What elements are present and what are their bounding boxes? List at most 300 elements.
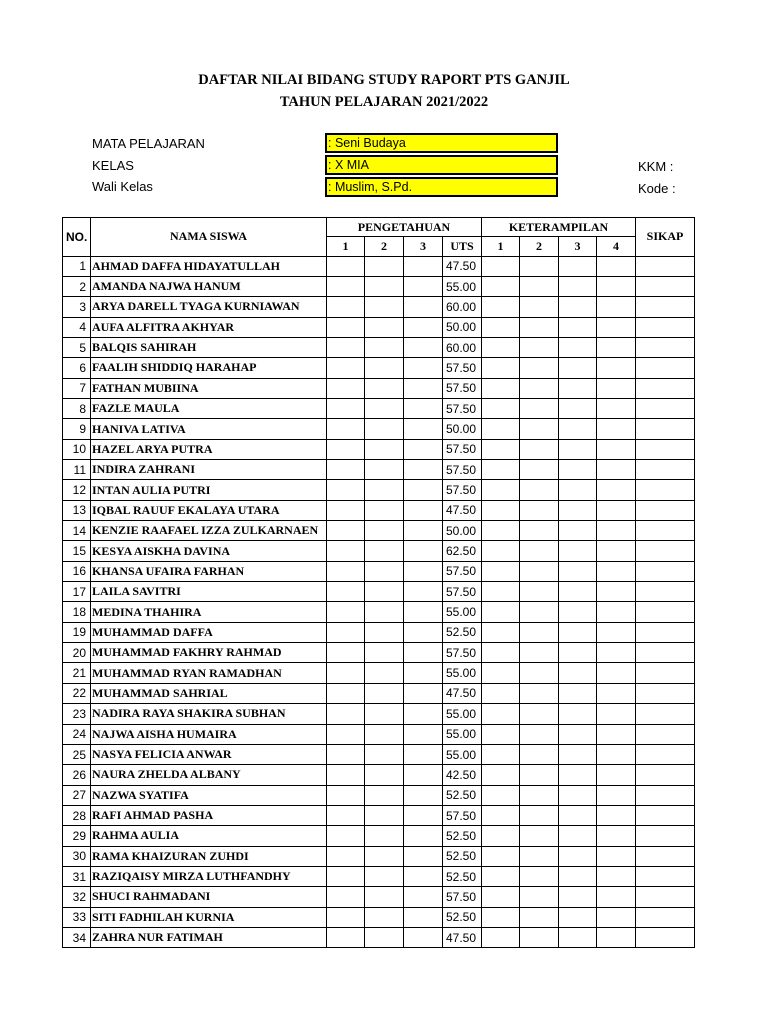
pengetahuan-2-cell[interactable]	[365, 765, 404, 785]
student-name-cell[interactable]	[91, 419, 327, 439]
pengetahuan-1-cell[interactable]	[327, 704, 365, 724]
pengetahuan-3-cell[interactable]	[404, 500, 443, 520]
pengetahuan-1-cell[interactable]	[327, 561, 365, 581]
pengetahuan-3-cell[interactable]	[404, 704, 443, 724]
keterampilan-2-cell[interactable]	[520, 704, 559, 724]
student-name-cell[interactable]	[91, 643, 327, 663]
uts-cell[interactable]: 57.50	[443, 561, 482, 581]
pengetahuan-2-cell[interactable]	[365, 683, 404, 703]
pengetahuan-3-cell[interactable]	[404, 561, 443, 581]
keterampilan-3-cell[interactable]	[559, 927, 597, 947]
sikap-cell[interactable]	[636, 582, 695, 602]
keterampilan-2-cell[interactable]	[520, 276, 559, 296]
pengetahuan-1-cell[interactable]	[327, 378, 365, 398]
student-name-cell[interactable]	[91, 521, 327, 541]
keterampilan-1-cell[interactable]	[482, 582, 520, 602]
keterampilan-4-cell[interactable]	[597, 582, 636, 602]
pengetahuan-1-cell[interactable]	[327, 297, 365, 317]
sikap-cell[interactable]	[636, 521, 695, 541]
pengetahuan-2-cell[interactable]	[365, 866, 404, 886]
pengetahuan-2-cell[interactable]	[365, 744, 404, 764]
sikap-cell[interactable]	[636, 256, 695, 276]
pengetahuan-1-cell[interactable]	[327, 317, 365, 337]
keterampilan-2-cell[interactable]	[520, 399, 559, 419]
pengetahuan-2-cell[interactable]	[365, 541, 404, 561]
keterampilan-1-cell[interactable]	[482, 765, 520, 785]
student-name-cell[interactable]	[91, 724, 327, 744]
keterampilan-2-cell[interactable]	[520, 805, 559, 825]
keterampilan-4-cell[interactable]	[597, 887, 636, 907]
pengetahuan-2-cell[interactable]	[365, 826, 404, 846]
keterampilan-4-cell[interactable]	[597, 399, 636, 419]
pengetahuan-1-cell[interactable]	[327, 337, 365, 357]
keterampilan-1-cell[interactable]	[482, 276, 520, 296]
pengetahuan-1-cell[interactable]	[327, 805, 365, 825]
uts-cell[interactable]: 52.50	[443, 785, 482, 805]
keterampilan-3-cell[interactable]	[559, 337, 597, 357]
keterampilan-3-cell[interactable]	[559, 785, 597, 805]
keterampilan-3-cell[interactable]	[559, 622, 597, 642]
pengetahuan-3-cell[interactable]	[404, 846, 443, 866]
keterampilan-1-cell[interactable]	[482, 744, 520, 764]
uts-cell[interactable]: 57.50	[443, 460, 482, 480]
keterampilan-2-cell[interactable]	[520, 500, 559, 520]
student-name-cell[interactable]	[91, 785, 327, 805]
uts-cell[interactable]: 47.50	[443, 683, 482, 703]
keterampilan-1-cell[interactable]	[482, 846, 520, 866]
pengetahuan-1-cell[interactable]	[327, 541, 365, 561]
student-name-cell[interactable]	[91, 866, 327, 886]
sikap-cell[interactable]	[636, 500, 695, 520]
uts-cell[interactable]: 57.50	[443, 358, 482, 378]
keterampilan-2-cell[interactable]	[520, 927, 559, 947]
keterampilan-2-cell[interactable]	[520, 744, 559, 764]
pengetahuan-2-cell[interactable]	[365, 276, 404, 296]
keterampilan-4-cell[interactable]	[597, 663, 636, 683]
sikap-cell[interactable]	[636, 663, 695, 683]
sikap-cell[interactable]	[636, 927, 695, 947]
student-name-cell[interactable]	[91, 297, 327, 317]
uts-cell[interactable]: 52.50	[443, 907, 482, 927]
uts-cell[interactable]: 42.50	[443, 765, 482, 785]
pengetahuan-1-cell[interactable]	[327, 887, 365, 907]
pengetahuan-2-cell[interactable]	[365, 439, 404, 459]
pengetahuan-3-cell[interactable]	[404, 399, 443, 419]
uts-cell[interactable]: 57.50	[443, 582, 482, 602]
keterampilan-4-cell[interactable]	[597, 724, 636, 744]
pengetahuan-2-cell[interactable]	[365, 643, 404, 663]
pengetahuan-1-cell[interactable]	[327, 683, 365, 703]
pengetahuan-1-cell[interactable]	[327, 256, 365, 276]
kelas-field[interactable]: : X MIA	[325, 155, 558, 175]
uts-cell[interactable]: 55.00	[443, 724, 482, 744]
pengetahuan-2-cell[interactable]	[365, 846, 404, 866]
keterampilan-3-cell[interactable]	[559, 724, 597, 744]
sikap-cell[interactable]	[636, 866, 695, 886]
uts-cell[interactable]: 55.00	[443, 663, 482, 683]
keterampilan-1-cell[interactable]	[482, 785, 520, 805]
pengetahuan-1-cell[interactable]	[327, 866, 365, 886]
keterampilan-3-cell[interactable]	[559, 276, 597, 296]
pengetahuan-1-cell[interactable]	[327, 846, 365, 866]
keterampilan-4-cell[interactable]	[597, 439, 636, 459]
uts-cell[interactable]: 60.00	[443, 297, 482, 317]
keterampilan-1-cell[interactable]	[482, 927, 520, 947]
pengetahuan-1-cell[interactable]	[327, 480, 365, 500]
student-name-cell[interactable]	[91, 378, 327, 398]
pengetahuan-3-cell[interactable]	[404, 866, 443, 886]
keterampilan-1-cell[interactable]	[482, 541, 520, 561]
keterampilan-3-cell[interactable]	[559, 541, 597, 561]
pengetahuan-2-cell[interactable]	[365, 805, 404, 825]
keterampilan-2-cell[interactable]	[520, 724, 559, 744]
student-name-cell[interactable]	[91, 602, 327, 622]
keterampilan-1-cell[interactable]	[482, 643, 520, 663]
keterampilan-3-cell[interactable]	[559, 907, 597, 927]
sikap-cell[interactable]	[636, 805, 695, 825]
keterampilan-1-cell[interactable]	[482, 317, 520, 337]
student-name-cell[interactable]	[91, 826, 327, 846]
keterampilan-2-cell[interactable]	[520, 256, 559, 276]
student-name-cell[interactable]	[91, 439, 327, 459]
keterampilan-3-cell[interactable]	[559, 805, 597, 825]
keterampilan-2-cell[interactable]	[520, 582, 559, 602]
pengetahuan-3-cell[interactable]	[404, 907, 443, 927]
keterampilan-1-cell[interactable]	[482, 256, 520, 276]
keterampilan-1-cell[interactable]	[482, 561, 520, 581]
student-name-cell[interactable]	[91, 256, 327, 276]
keterampilan-3-cell[interactable]	[559, 643, 597, 663]
keterampilan-2-cell[interactable]	[520, 358, 559, 378]
keterampilan-1-cell[interactable]	[482, 358, 520, 378]
keterampilan-3-cell[interactable]	[559, 582, 597, 602]
student-name-cell[interactable]	[91, 887, 327, 907]
student-name-cell[interactable]	[91, 561, 327, 581]
sikap-cell[interactable]	[636, 683, 695, 703]
keterampilan-1-cell[interactable]	[482, 337, 520, 357]
sikap-cell[interactable]	[636, 317, 695, 337]
keterampilan-3-cell[interactable]	[559, 378, 597, 398]
uts-cell[interactable]: 50.00	[443, 521, 482, 541]
keterampilan-2-cell[interactable]	[520, 622, 559, 642]
keterampilan-1-cell[interactable]	[482, 297, 520, 317]
keterampilan-2-cell[interactable]	[520, 826, 559, 846]
student-name-cell[interactable]	[91, 805, 327, 825]
uts-cell[interactable]: 52.50	[443, 846, 482, 866]
pengetahuan-3-cell[interactable]	[404, 378, 443, 398]
uts-cell[interactable]: 55.00	[443, 602, 482, 622]
student-name-cell[interactable]	[91, 500, 327, 520]
keterampilan-3-cell[interactable]	[559, 480, 597, 500]
pengetahuan-3-cell[interactable]	[404, 460, 443, 480]
pengetahuan-1-cell[interactable]	[327, 826, 365, 846]
pengetahuan-2-cell[interactable]	[365, 419, 404, 439]
uts-cell[interactable]: 55.00	[443, 276, 482, 296]
pengetahuan-2-cell[interactable]	[365, 602, 404, 622]
keterampilan-1-cell[interactable]	[482, 378, 520, 398]
keterampilan-4-cell[interactable]	[597, 805, 636, 825]
keterampilan-1-cell[interactable]	[482, 622, 520, 642]
uts-cell[interactable]: 57.50	[443, 480, 482, 500]
keterampilan-4-cell[interactable]	[597, 704, 636, 724]
student-name-cell[interactable]	[91, 317, 327, 337]
keterampilan-3-cell[interactable]	[559, 887, 597, 907]
pengetahuan-1-cell[interactable]	[327, 785, 365, 805]
pengetahuan-3-cell[interactable]	[404, 744, 443, 764]
keterampilan-4-cell[interactable]	[597, 744, 636, 764]
keterampilan-4-cell[interactable]	[597, 480, 636, 500]
pengetahuan-2-cell[interactable]	[365, 582, 404, 602]
uts-cell[interactable]: 47.50	[443, 500, 482, 520]
student-name-cell[interactable]	[91, 683, 327, 703]
student-name-cell[interactable]	[91, 704, 327, 724]
uts-cell[interactable]: 52.50	[443, 826, 482, 846]
pengetahuan-3-cell[interactable]	[404, 358, 443, 378]
pengetahuan-3-cell[interactable]	[404, 521, 443, 541]
keterampilan-4-cell[interactable]	[597, 337, 636, 357]
pengetahuan-1-cell[interactable]	[327, 439, 365, 459]
keterampilan-2-cell[interactable]	[520, 866, 559, 886]
uts-cell[interactable]: 57.50	[443, 399, 482, 419]
uts-cell[interactable]: 60.00	[443, 337, 482, 357]
keterampilan-3-cell[interactable]	[559, 317, 597, 337]
student-name-cell[interactable]	[91, 927, 327, 947]
keterampilan-2-cell[interactable]	[520, 439, 559, 459]
pengetahuan-1-cell[interactable]	[327, 643, 365, 663]
pengetahuan-2-cell[interactable]	[365, 358, 404, 378]
pengetahuan-3-cell[interactable]	[404, 683, 443, 703]
pengetahuan-2-cell[interactable]	[365, 480, 404, 500]
keterampilan-1-cell[interactable]	[482, 826, 520, 846]
student-name-cell[interactable]	[91, 276, 327, 296]
keterampilan-4-cell[interactable]	[597, 378, 636, 398]
student-name-cell[interactable]	[91, 337, 327, 357]
pengetahuan-2-cell[interactable]	[365, 521, 404, 541]
keterampilan-3-cell[interactable]	[559, 439, 597, 459]
pengetahuan-1-cell[interactable]	[327, 358, 365, 378]
pengetahuan-1-cell[interactable]	[327, 500, 365, 520]
keterampilan-4-cell[interactable]	[597, 643, 636, 663]
pengetahuan-2-cell[interactable]	[365, 561, 404, 581]
keterampilan-3-cell[interactable]	[559, 358, 597, 378]
pengetahuan-1-cell[interactable]	[327, 521, 365, 541]
keterampilan-2-cell[interactable]	[520, 887, 559, 907]
pengetahuan-3-cell[interactable]	[404, 297, 443, 317]
pengetahuan-2-cell[interactable]	[365, 317, 404, 337]
keterampilan-3-cell[interactable]	[559, 561, 597, 581]
student-name-cell[interactable]	[91, 541, 327, 561]
pengetahuan-3-cell[interactable]	[404, 337, 443, 357]
pengetahuan-2-cell[interactable]	[365, 704, 404, 724]
mata-pelajaran-field[interactable]: : Seni Budaya	[325, 133, 558, 153]
keterampilan-2-cell[interactable]	[520, 643, 559, 663]
sikap-cell[interactable]	[636, 337, 695, 357]
keterampilan-4-cell[interactable]	[597, 846, 636, 866]
pengetahuan-2-cell[interactable]	[365, 907, 404, 927]
pengetahuan-1-cell[interactable]	[327, 765, 365, 785]
uts-cell[interactable]: 47.50	[443, 927, 482, 947]
uts-cell[interactable]: 57.50	[443, 887, 482, 907]
sikap-cell[interactable]	[636, 907, 695, 927]
sikap-cell[interactable]	[636, 358, 695, 378]
wali-kelas-field[interactable]: : Muslim, S.Pd.	[325, 177, 558, 197]
pengetahuan-2-cell[interactable]	[365, 785, 404, 805]
pengetahuan-1-cell[interactable]	[327, 907, 365, 927]
sikap-cell[interactable]	[636, 622, 695, 642]
keterampilan-2-cell[interactable]	[520, 785, 559, 805]
keterampilan-1-cell[interactable]	[482, 704, 520, 724]
sikap-cell[interactable]	[636, 561, 695, 581]
keterampilan-4-cell[interactable]	[597, 602, 636, 622]
pengetahuan-2-cell[interactable]	[365, 927, 404, 947]
keterampilan-2-cell[interactable]	[520, 460, 559, 480]
keterampilan-4-cell[interactable]	[597, 419, 636, 439]
student-name-cell[interactable]	[91, 582, 327, 602]
keterampilan-2-cell[interactable]	[520, 317, 559, 337]
keterampilan-2-cell[interactable]	[520, 846, 559, 866]
pengetahuan-2-cell[interactable]	[365, 399, 404, 419]
pengetahuan-3-cell[interactable]	[404, 439, 443, 459]
pengetahuan-3-cell[interactable]	[404, 541, 443, 561]
sikap-cell[interactable]	[636, 887, 695, 907]
pengetahuan-1-cell[interactable]	[327, 744, 365, 764]
pengetahuan-2-cell[interactable]	[365, 622, 404, 642]
keterampilan-1-cell[interactable]	[482, 683, 520, 703]
keterampilan-3-cell[interactable]	[559, 256, 597, 276]
keterampilan-4-cell[interactable]	[597, 866, 636, 886]
keterampilan-1-cell[interactable]	[482, 399, 520, 419]
keterampilan-3-cell[interactable]	[559, 399, 597, 419]
pengetahuan-3-cell[interactable]	[404, 724, 443, 744]
keterampilan-1-cell[interactable]	[482, 480, 520, 500]
pengetahuan-2-cell[interactable]	[365, 500, 404, 520]
keterampilan-4-cell[interactable]	[597, 541, 636, 561]
sikap-cell[interactable]	[636, 276, 695, 296]
pengetahuan-2-cell[interactable]	[365, 887, 404, 907]
keterampilan-2-cell[interactable]	[520, 765, 559, 785]
keterampilan-1-cell[interactable]	[482, 602, 520, 622]
keterampilan-4-cell[interactable]	[597, 561, 636, 581]
pengetahuan-3-cell[interactable]	[404, 582, 443, 602]
keterampilan-3-cell[interactable]	[559, 704, 597, 724]
pengetahuan-1-cell[interactable]	[327, 663, 365, 683]
pengetahuan-3-cell[interactable]	[404, 256, 443, 276]
pengetahuan-3-cell[interactable]	[404, 927, 443, 947]
sikap-cell[interactable]	[636, 439, 695, 459]
sikap-cell[interactable]	[636, 419, 695, 439]
uts-cell[interactable]: 57.50	[443, 439, 482, 459]
uts-cell[interactable]: 50.00	[443, 419, 482, 439]
keterampilan-3-cell[interactable]	[559, 683, 597, 703]
pengetahuan-1-cell[interactable]	[327, 276, 365, 296]
keterampilan-4-cell[interactable]	[597, 907, 636, 927]
pengetahuan-1-cell[interactable]	[327, 582, 365, 602]
uts-cell[interactable]: 52.50	[443, 866, 482, 886]
student-name-cell[interactable]	[91, 846, 327, 866]
student-name-cell[interactable]	[91, 744, 327, 764]
sikap-cell[interactable]	[636, 460, 695, 480]
student-name-cell[interactable]	[91, 480, 327, 500]
uts-cell[interactable]: 57.50	[443, 805, 482, 825]
pengetahuan-2-cell[interactable]	[365, 297, 404, 317]
keterampilan-2-cell[interactable]	[520, 907, 559, 927]
uts-cell[interactable]: 52.50	[443, 622, 482, 642]
keterampilan-1-cell[interactable]	[482, 521, 520, 541]
keterampilan-4-cell[interactable]	[597, 765, 636, 785]
uts-cell[interactable]: 47.50	[443, 256, 482, 276]
keterampilan-4-cell[interactable]	[597, 460, 636, 480]
uts-cell[interactable]: 57.50	[443, 378, 482, 398]
keterampilan-3-cell[interactable]	[559, 765, 597, 785]
pengetahuan-3-cell[interactable]	[404, 276, 443, 296]
sikap-cell[interactable]	[636, 724, 695, 744]
pengetahuan-3-cell[interactable]	[404, 887, 443, 907]
pengetahuan-2-cell[interactable]	[365, 724, 404, 744]
student-name-cell[interactable]	[91, 399, 327, 419]
keterampilan-3-cell[interactable]	[559, 744, 597, 764]
keterampilan-1-cell[interactable]	[482, 663, 520, 683]
pengetahuan-3-cell[interactable]	[404, 480, 443, 500]
pengetahuan-1-cell[interactable]	[327, 927, 365, 947]
sikap-cell[interactable]	[636, 846, 695, 866]
keterampilan-1-cell[interactable]	[482, 724, 520, 744]
keterampilan-1-cell[interactable]	[482, 419, 520, 439]
keterampilan-1-cell[interactable]	[482, 907, 520, 927]
keterampilan-2-cell[interactable]	[520, 337, 559, 357]
keterampilan-4-cell[interactable]	[597, 826, 636, 846]
pengetahuan-1-cell[interactable]	[327, 419, 365, 439]
sikap-cell[interactable]	[636, 480, 695, 500]
sikap-cell[interactable]	[636, 826, 695, 846]
pengetahuan-2-cell[interactable]	[365, 337, 404, 357]
pengetahuan-3-cell[interactable]	[404, 643, 443, 663]
pengetahuan-3-cell[interactable]	[404, 622, 443, 642]
student-name-cell[interactable]	[91, 663, 327, 683]
keterampilan-2-cell[interactable]	[520, 663, 559, 683]
keterampilan-3-cell[interactable]	[559, 297, 597, 317]
pengetahuan-1-cell[interactable]	[327, 602, 365, 622]
student-name-cell[interactable]	[91, 907, 327, 927]
student-name-cell[interactable]	[91, 622, 327, 642]
sikap-cell[interactable]	[636, 643, 695, 663]
pengetahuan-3-cell[interactable]	[404, 419, 443, 439]
pengetahuan-3-cell[interactable]	[404, 765, 443, 785]
sikap-cell[interactable]	[636, 297, 695, 317]
keterampilan-4-cell[interactable]	[597, 276, 636, 296]
pengetahuan-1-cell[interactable]	[327, 724, 365, 744]
keterampilan-3-cell[interactable]	[559, 826, 597, 846]
sikap-cell[interactable]	[636, 541, 695, 561]
keterampilan-1-cell[interactable]	[482, 439, 520, 459]
pengetahuan-2-cell[interactable]	[365, 256, 404, 276]
sikap-cell[interactable]	[636, 378, 695, 398]
keterampilan-2-cell[interactable]	[520, 521, 559, 541]
keterampilan-4-cell[interactable]	[597, 317, 636, 337]
uts-cell[interactable]: 62.50	[443, 541, 482, 561]
keterampilan-2-cell[interactable]	[520, 561, 559, 581]
keterampilan-4-cell[interactable]	[597, 500, 636, 520]
keterampilan-3-cell[interactable]	[559, 521, 597, 541]
pengetahuan-1-cell[interactable]	[327, 399, 365, 419]
keterampilan-2-cell[interactable]	[520, 297, 559, 317]
keterampilan-1-cell[interactable]	[482, 866, 520, 886]
keterampilan-4-cell[interactable]	[597, 622, 636, 642]
keterampilan-3-cell[interactable]	[559, 866, 597, 886]
uts-cell[interactable]: 55.00	[443, 704, 482, 724]
keterampilan-3-cell[interactable]	[559, 419, 597, 439]
keterampilan-2-cell[interactable]	[520, 480, 559, 500]
pengetahuan-2-cell[interactable]	[365, 378, 404, 398]
